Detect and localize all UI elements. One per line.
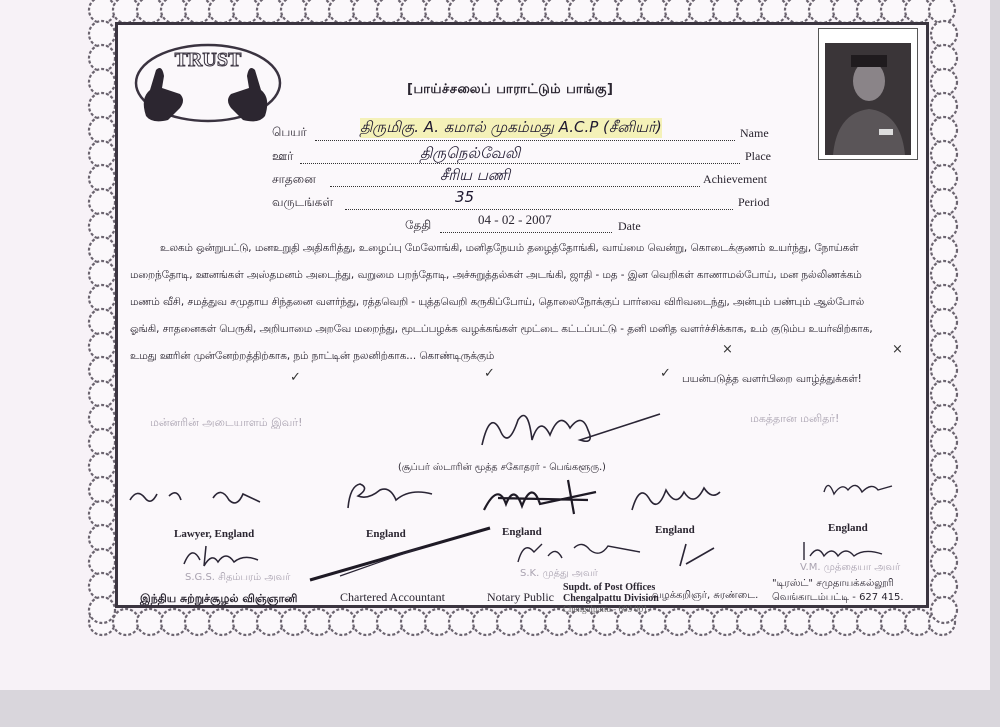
cross-mark-icon: ×: [722, 342, 733, 357]
check-mark-icon: ✓: [484, 366, 495, 381]
field-period-value: 35: [455, 188, 475, 206]
post-title-3: Chengalpattu - 603 001.: [563, 604, 650, 614]
trust-title-2: வெங்காடம்பட்டி - 627 415.: [772, 592, 904, 603]
certificate-title: [பாய்ச்சலைப் பாராட்டும் பாங்கு]: [407, 82, 614, 97]
faint-name-1: S.G.S. சிதம்பரம் அவர்: [185, 572, 291, 583]
recipient-photo: [818, 28, 918, 160]
post-title-1: Supdt. of Post Offices: [563, 582, 656, 593]
faint-name-2: S.K. முத்து அவர்: [520, 568, 598, 579]
field-achievement-label-en: Achievement: [703, 172, 767, 186]
scientist-title: இந்திய சுற்றுச்சூழல் விஞ்ஞானி: [140, 592, 298, 605]
field-name-label-en: Name: [740, 126, 769, 140]
field-achievement-value: சீரிய பணி: [440, 166, 511, 184]
field-place-label: ஊர்: [272, 149, 294, 163]
field-name-value: திருமிகு. A. கமால் முகம்மது A.C.P (சீனியர்): [360, 118, 662, 136]
center-note: (சூப்பர் ஸ்டாரின் மூத்த சகோதரர் - பெங்களூரு.): [398, 462, 606, 473]
body-line-4: ஓங்கி, சாதனைகள் பெருகி, அறியாமை அறவே மறைந்து, மூடப்பழக்க வழக்கங்கள் மூட்டை கட்டப்பட்டு - தனி மனித வளர்ச்சிக்காக, உம் குடும்ப உயர்விற்காக,: [130, 323, 873, 335]
faint-name-3: V.M. முத்தையா அவர்: [800, 562, 901, 573]
check-mark-icon: ✓: [290, 370, 301, 385]
field-name-label: பெயர்: [272, 125, 307, 139]
logo-text: TRUST: [174, 49, 242, 71]
signature-trust: [798, 538, 888, 564]
field-place-value: திருநெல்வேலி: [420, 144, 521, 162]
person-photo-icon: [819, 29, 917, 159]
signature-center: [470, 400, 670, 460]
field-place-label-en: Place: [745, 149, 771, 163]
field-achievement-label: சாதனை: [272, 172, 316, 186]
notary-title: Notary Public: [487, 590, 554, 604]
signatory-3-title: England: [502, 526, 542, 538]
signature-scientist: [178, 540, 278, 570]
signatory-2-title: England: [366, 528, 406, 540]
faint-caption-right: மகத்தான மனிதர்!: [750, 412, 840, 425]
signature-lawyer: [125, 482, 275, 512]
thumbs-up-left-icon: [144, 68, 183, 121]
body-line-2: மறைந்தோடி, ஊனங்கள் அஸ்தமனம் அடைந்து, வறுமை பறந்தோடி, அச்சுறுத்தல்கள் அடங்கி, ஜாதி - மத - இன வெறிகள் காணாமல்போய், மன நல்லிணக்கம்: [130, 269, 862, 281]
date-label-en: Date: [618, 219, 641, 233]
check-mark-icon: ✓: [660, 366, 671, 381]
ca-title: Chartered Accountant: [340, 590, 445, 604]
closing-line: பயன்படுத்த வளர்பிறை வாழ்த்துக்கள்!: [682, 373, 862, 385]
signature-england-3: [626, 478, 726, 518]
signature-post: [672, 538, 722, 570]
faint-caption-left: மன்னரின் அடையாளம் இவர்!: [150, 416, 303, 429]
trust-title-1: "டிரஸ்ட்" சமுதாயக்கல்லூரி: [772, 578, 894, 589]
signatory-1-title: Lawyer, England: [174, 528, 255, 540]
body-line-5: உமது ஊரின் முன்னேற்றத்திற்காக, நம் நாட்டின் நலனிற்காக... கொண்டிருக்கும்: [130, 350, 495, 362]
signature-ca: [300, 520, 500, 590]
signatory-5-title: England: [828, 522, 868, 534]
body-line-1: உலகம் ஒன்றுபட்டு, மனஉறுதி அதிகரித்து, உழைப்பு மேலோங்கி, மனிதநேயம் தழைத்தோங்கி, வாய்மை வென்று, கொடைக்குணம் உயர்ந்து, நோய்கள்: [160, 242, 859, 254]
body-line-3: மணம் வீசி, சமத்துவ சமுதாய சிந்தனை வளர்ந்து, ரத்தவெறி - யுத்தவெறி கருகிப்போய், தொலைநோக்குப் பார்வை விரிவடைந்து, அன்பும் பண்பும் ஆல்போல்: [130, 296, 865, 308]
date-label: தேதி: [405, 218, 432, 232]
signature-england-1: [340, 478, 440, 512]
signature-england-4: [818, 474, 898, 504]
post-title-2: Chengalpattu Division: [563, 593, 659, 604]
signature-england-2: [478, 474, 603, 518]
signatory-4-title: England: [655, 524, 695, 536]
advocate-title: வழக்கறிஞர், சுரண்டை.: [652, 590, 759, 601]
cross-mark-icon: ×: [892, 342, 903, 357]
signature-notary: [512, 536, 652, 572]
thumbs-up-right-icon: [228, 68, 267, 121]
date-value: 04 - 02 - 2007: [478, 212, 552, 227]
trust-logo: [128, 38, 283, 128]
field-period-label: வருடங்கள்: [272, 195, 334, 209]
field-period-label-en: Period: [738, 195, 770, 209]
